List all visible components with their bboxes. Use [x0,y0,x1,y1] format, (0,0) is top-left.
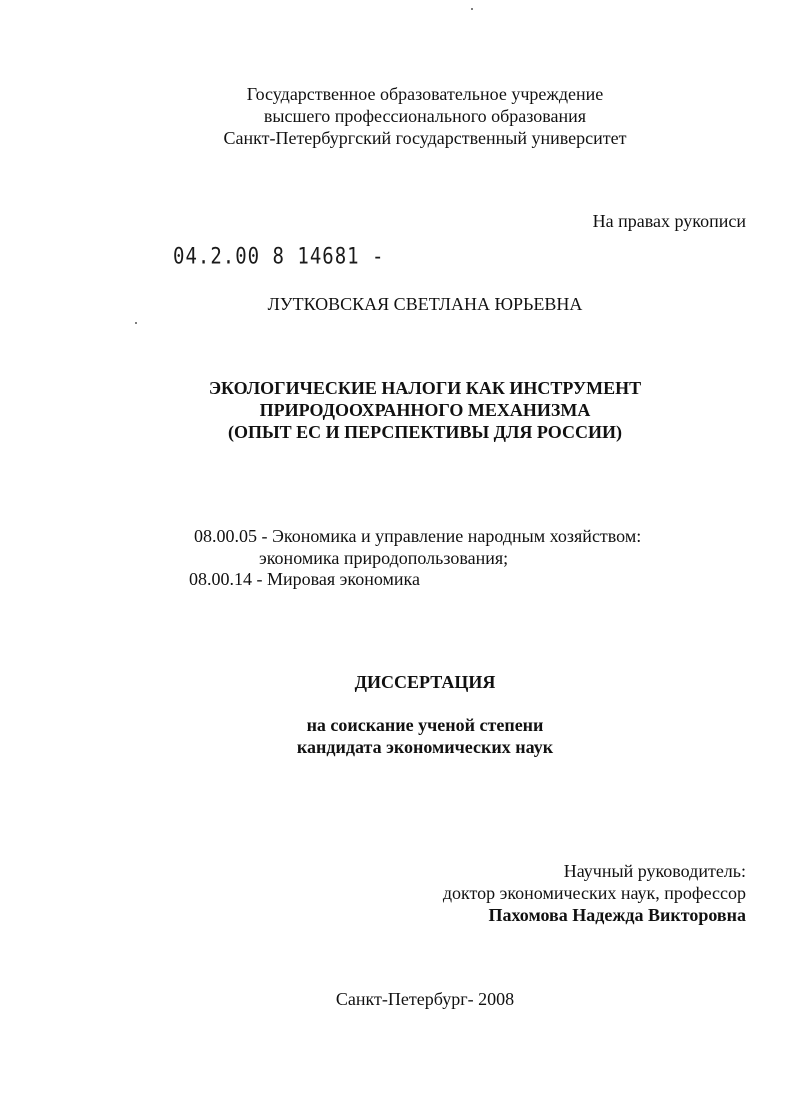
degree-line-2: кандидата экономических наук [296,737,554,757]
supervisor-name: Пахомова Надежда Викторовна [488,905,746,925]
author-name: ЛУТКОВСКАЯ СВЕТЛАНА ЮРЬЕВНА [267,294,583,314]
manuscript-note: На правах рукописи [592,211,746,231]
specialty-line-3: 08.00.14 - Мировая экономика [189,569,420,589]
registration-stamp-number: 04.2.00 8 14681 - [173,244,385,270]
degree-line-1: на соискание ученой степени [306,715,544,735]
institution-line-1: Государственное образовательное учреждение [246,84,604,104]
supervisor-credentials: доктор экономических наук, профессор [442,883,746,903]
title-line-1: ЭКОЛОГИЧЕСКИЕ НАЛОГИ КАК ИНСТРУМЕНТ [208,378,642,398]
title-line-3: (ОПЫТ ЕС И ПЕРСПЕКТИВЫ ДЛЯ РОССИИ) [227,422,623,442]
supervisor-label: Научный руководитель: [563,861,746,881]
institution-line-2: высшего профессионального образования [263,106,587,126]
institution-line-3: Санкт-Петербургский государственный университет [223,128,627,148]
place-and-year: Санкт-Петербург- 2008 [335,989,515,1009]
title-line-2: ПРИРОДООХРАННОГО МЕХАНИЗМА [259,400,591,420]
scan-speck [471,8,473,10]
specialty-line-2: экономика природопользования; [259,548,509,568]
scan-speck [135,322,137,324]
document-type: ДИССЕРТАЦИЯ [354,672,496,692]
specialty-line-1: 08.00.05 - Экономика и управление народным хозяйством: [194,526,642,546]
